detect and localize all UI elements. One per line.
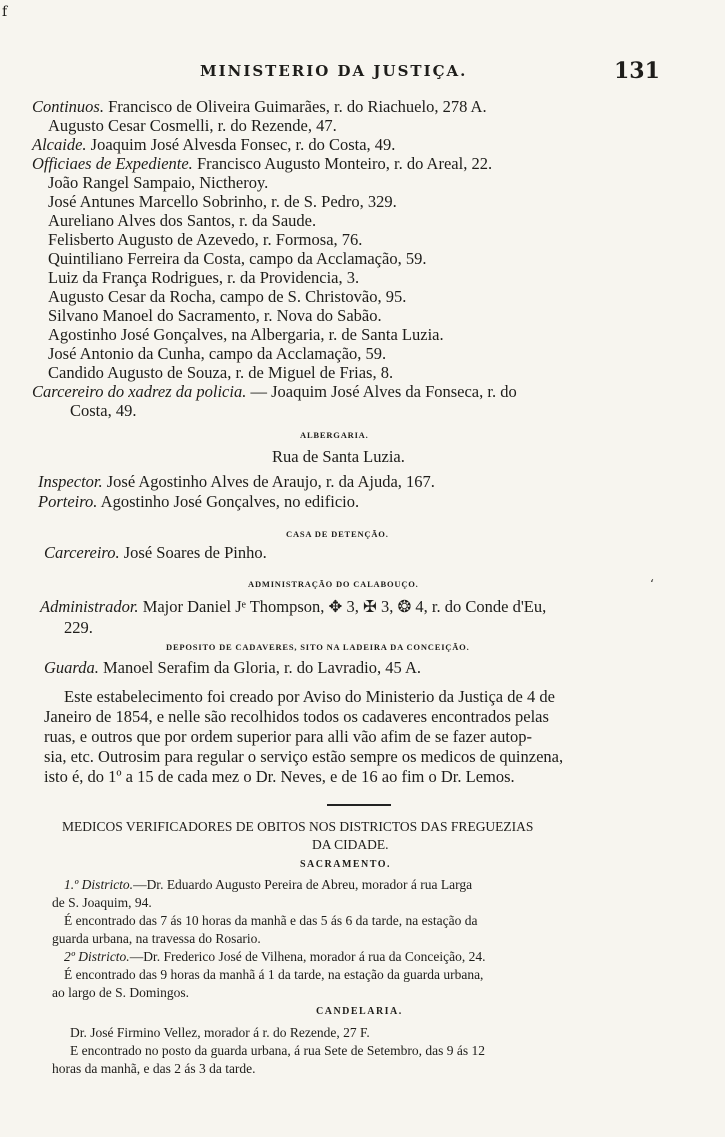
candelaria-line: horas da manhã, e das 2 ás 3 da tarde. [52,1061,256,1076]
staff-line: Aureliano Alves dos Santos, r. da Saude. [48,211,317,230]
paragraph-line: isto é, do 1º a 15 de cada mez o Dr. Neves, e de 16 ao fim o Dr. Lemos. [44,767,515,786]
deposito-caption: DEPOSITO DE CADAVERES, SITO NA LADEIRA DA CONCEIÇÃO. [166,642,470,652]
section-divider [327,804,391,806]
tick-mark: ‘ [650,577,654,591]
paragraph-line: ruas, e outros que por ordem superior para alli vão afim de se fazer autop- [44,727,532,746]
district-2-line: 2º Districto.—Dr. Frederico José de Vilhena, morador á rua da Conceição, 24. [64,949,486,964]
guarda-line: Guarda. Manoel Serafim da Gloria, r. do Lavradio, 45 A. [44,658,421,677]
staff-line: Officiaes de Expediente. Francisco Augusto Monteiro, r. do Areal, 22. [32,154,493,173]
staff-line: Agostinho José Gonçalves, na Albergaria, r. de Santa Luzia. [48,325,444,344]
candelaria-caption: CANDELARIA. [316,1006,403,1017]
district-1-line: É encontrado das 7 ás 10 horas da manhã e das 5 ás 6 da tarde, na estação da [64,913,478,928]
sacramento-caption: SACRAMENTO. [300,859,392,870]
albergaria-address: Rua de Santa Luzia. [272,447,405,466]
porteiro-line: Porteiro. Agostinho José Gonçalves, no edificio. [38,492,360,511]
staff-line: Continuos. Francisco de Oliveira Guimarães, r. do Riachuelo, 278 A. [32,97,487,116]
district-2-line: É encontrado das 9 horas da manhã á 1 da tarde, na estação da guarda urbana, [64,967,484,982]
district-1-line: 1.º Districto.—Dr. Eduardo Augusto Pereira de Abreu, morador á rua Larga [64,877,473,892]
margin-mark: f [2,4,8,20]
candelaria-line: E encontrado no posto da guarda urbana, á rua Sete de Setembro, das 9 ás 12 [70,1043,485,1058]
medicos-title: MEDICOS VERIFICADORES DE OBITOS NOS DISTRICTOS DAS FREGUEZIAS [62,819,534,834]
medicos-title-2: DA CIDADE. [312,837,389,852]
paragraph-line: sia, etc. Outrosim para regular o serviço estão sempre os medicos de quinzena, [44,747,564,766]
inspector-line: Inspector. José Agostinho Alves de Araujo, r. da Ajuda, 167. [38,472,435,491]
staff-line: João Rangel Sampaio, Nictheroy. [48,173,269,192]
candelaria-line: Dr. José Firmino Vellez, morador á r. do Rezende, 27 F. [70,1025,370,1040]
staff-line: Luiz da França Rodrigues, r. da Providencia, 3. [48,268,360,287]
staff-line: Carcereiro do xadrez da policia. — Joaquim José Alves da Fonseca, r. do [32,382,517,401]
staff-line: José Antunes Marcello Sobrinho, r. de S. Pedro, 329. [48,192,397,211]
calabouco-caption: ADMINISTRAÇÃO DO CALABOUÇO. [248,579,419,589]
staff-line: Candido Augusto de Souza, r. de Miguel de Frias, 8. [48,363,394,382]
district-1-line: de S. Joaquim, 94. [52,895,152,910]
staff-line: Augusto Cesar Cosmelli, r. do Rezende, 47. [48,116,337,135]
paragraph-line: Janeiro de 1854, e nelle são recolhidos todos os cadaveres encontrados pelas [44,707,549,726]
administrador-line-2: 229. [64,618,93,637]
page-title: MINISTERIO DA JUSTIÇA. [200,62,468,80]
albergaria-caption: ALBERGARIA. [300,430,369,440]
staff-line: Alcaide. Joaquim José Alvesda Fonsec, r. do Costa, 49. [32,135,396,154]
staff-line: Costa, 49. [70,401,137,420]
staff-line: Felisberto Augusto de Azevedo, r. Formosa, 76. [48,230,363,249]
paragraph-line: Este estabelecimento foi creado por Aviso do Ministerio da Justiça de 4 de [64,687,555,706]
district-1-line: guarda urbana, na travessa do Rosario. [52,931,261,946]
administrador-line: Administrador. Major Daniel Jᵉ Thompson, ✥ 3, ✠ 3, ❂ 4, r. do Conde d'Eu, [40,597,547,616]
carcereiro-line: Carcereiro. José Soares de Pinho. [44,543,267,562]
staff-line: Quintiliano Ferreira da Costa, campo da Acclamação, 59. [48,249,427,268]
staff-line: José Antonio da Cunha, campo da Acclamação, 59. [48,344,387,363]
page-number: 131 [614,58,660,84]
staff-line: Silvano Manoel do Sacramento, r. Nova do Sabão. [48,306,382,325]
detencao-caption: CASA DE DETENÇÃO. [286,529,389,539]
district-2-line: ao largo de S. Domingos. [52,985,189,1000]
staff-line: Augusto Cesar da Rocha, campo de S. Christovão, 95. [48,287,407,306]
